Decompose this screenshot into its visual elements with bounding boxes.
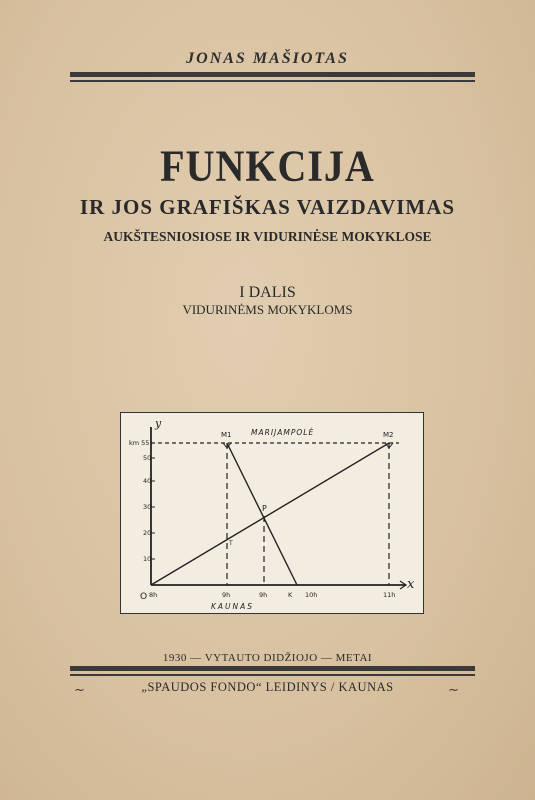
part-number: I DALIS bbox=[239, 284, 296, 301]
x-tick-labels bbox=[149, 591, 395, 599]
marijampole-label: MARIJAMPOLĖ bbox=[251, 428, 315, 437]
line-m1-k bbox=[227, 443, 297, 585]
x-tick-8h: 8h bbox=[149, 591, 158, 599]
x-axis-label: x bbox=[407, 577, 415, 592]
book-subtitle-secondary: AUKŠTESNIOSIOSE IR VIDURINĖSE MOKYKLOSE bbox=[103, 229, 432, 244]
graph-figure bbox=[120, 412, 424, 614]
y-tick-55: km 55 bbox=[129, 439, 150, 447]
bottom-rule-thin bbox=[70, 674, 475, 676]
y-tick-10: 10 bbox=[143, 555, 152, 563]
left-flourish-ornament: ∼ bbox=[74, 682, 85, 697]
book-title: FUNKCIJA bbox=[160, 140, 375, 191]
publisher-line: „SPAUDOS FONDO“ LEIDINYS / KAUNAS bbox=[141, 680, 394, 694]
y-tick-30: 30 bbox=[143, 503, 152, 511]
x-tick-9h-a: 9h bbox=[222, 591, 231, 599]
y-tick-50: 50 bbox=[143, 454, 152, 462]
origin-label: O bbox=[140, 592, 148, 602]
x-tick-10h: 10h bbox=[305, 591, 318, 599]
point-k-label: K bbox=[288, 591, 293, 599]
x-tick-9h-b: 9h bbox=[259, 591, 268, 599]
part-audience: VIDURINĖMS MOKYKLOMS bbox=[182, 302, 353, 317]
kaunas-label: KAUNAS bbox=[211, 602, 255, 611]
line-o-m2 bbox=[151, 443, 389, 585]
y-axis-label: y bbox=[155, 417, 162, 430]
point-m2-label: M2 bbox=[383, 431, 394, 439]
bottom-rule-thick bbox=[70, 666, 475, 671]
top-rule-thick bbox=[70, 72, 475, 77]
top-rule-thin bbox=[70, 80, 475, 82]
author-name: JONAS MAŠIOTAS bbox=[186, 50, 349, 67]
graph-svg bbox=[121, 413, 423, 613]
point-m1-label: M1 bbox=[221, 431, 232, 439]
publication-year-line: 1930 — VYTAUTO DIDŽIOJO — METAI bbox=[162, 652, 373, 664]
book-subtitle: IR JOS GRAFIŠKAS VAIZDAVIMAS bbox=[79, 195, 456, 219]
point-t-label: T bbox=[229, 540, 233, 547]
point-p-label: P bbox=[262, 504, 267, 513]
x-tick-11h: 11h bbox=[383, 591, 396, 599]
y-tick-20: 20 bbox=[143, 529, 152, 537]
right-flourish-ornament: ∼ bbox=[448, 682, 459, 697]
y-tick-40: 40 bbox=[143, 477, 152, 485]
